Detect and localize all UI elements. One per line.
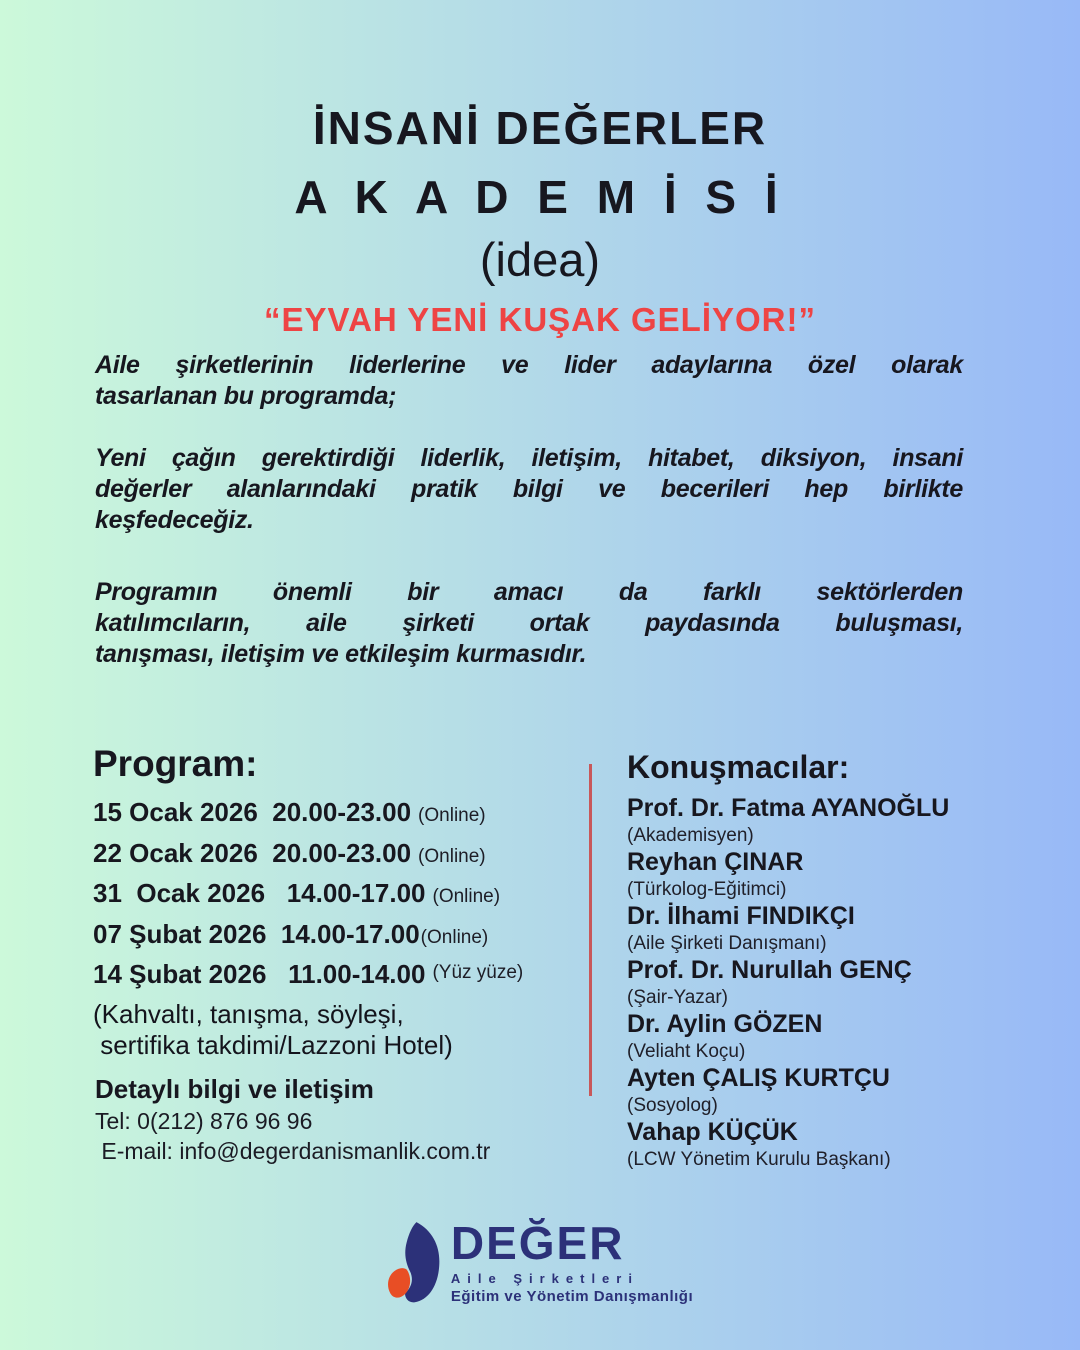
speaker-item (627, 956, 1027, 1010)
speaker-item (627, 902, 1027, 956)
poster-title-line1: İNSANİ DEĞERLER (312, 102, 768, 154)
speaker-role: (Akademisyen) (627, 825, 754, 846)
speaker-name: Prof. Dr. Fatma AYANOĞLU (627, 794, 950, 822)
paragraph-line: değerler alanlarındaki pratik bilgi ve becerileri hep birlikte (95, 475, 963, 503)
paragraph-line: Aile şirketlerinin liderlerine ve lider adaylarına özel olarak (95, 351, 963, 379)
logo-tagline-1: Aile Şirketleri (450, 1271, 639, 1286)
speaker-role: (Sosyolog) (627, 1095, 718, 1116)
program-row (93, 875, 573, 916)
logo-wordmark: DEĞER (450, 1217, 625, 1269)
deger-logo-mark-icon (387, 1222, 441, 1304)
paragraph-line: katılımcıların, aile şirketi ortak paydasında buluşması, (95, 609, 963, 637)
paragraph-line: tanışması, iletişim ve etkileşim kurmasıdır. (95, 640, 587, 668)
speaker-role: (Şair-Yazar) (627, 987, 728, 1008)
program-note-line: (Kahvaltı, tanışma, söyleşi, (93, 998, 404, 1029)
speakers-section (627, 746, 1027, 1172)
logo-text-block (450, 1217, 694, 1306)
speaker-item (627, 848, 1027, 902)
program-date-time: 14 Şubat 2026 11.00-14.00 (93, 959, 426, 989)
paragraph-line: tasarlanan bu programda; (95, 382, 397, 410)
deger-logo (0, 1217, 1080, 1306)
contact-section (95, 1072, 575, 1166)
program-mode: (Online) (432, 886, 501, 907)
poster-title-idea: (idea) (479, 233, 601, 286)
program-mode: (Online) (418, 845, 486, 867)
warning-headline: “EYVAH YENİ KUŞAK GELİYOR!” (263, 301, 817, 338)
contact-email: E-mail: info@degerdanismanlik.com.tr (95, 1138, 491, 1164)
poster-title-line2: A K A D E M İ S İ (294, 171, 786, 223)
speaker-name: Reyhan ÇINAR (627, 848, 804, 876)
intro-paragraph (95, 443, 963, 536)
speaker-item (627, 1010, 1027, 1064)
program-mode: (Online) (420, 926, 489, 948)
speaker-role: (Veliaht Koçu) (627, 1041, 746, 1062)
speaker-role: (LCW Yönetim Kurulu Başkanı) (627, 1149, 891, 1170)
speaker-role: (Türkolog-Eğitimci) (627, 879, 787, 900)
program-note (93, 999, 573, 1061)
speaker-name: Dr. İlhami FINDIKÇI (627, 902, 855, 930)
intro-paragraph (95, 350, 963, 412)
intro-paragraphs (95, 350, 963, 701)
program-row (93, 794, 573, 835)
speaker-item (627, 794, 1027, 848)
program-heading: Program: (93, 743, 258, 784)
program-mode: (Online) (418, 805, 486, 826)
speaker-name: Dr. Aylin GÖZEN (627, 1010, 823, 1038)
program-row (93, 835, 573, 876)
program-date-time: 22 Ocak 2026 20.00-23.00 (93, 837, 412, 868)
program-section (93, 742, 573, 1061)
speaker-name: Prof. Dr. Nurullah GENÇ (627, 956, 912, 984)
program-note-line: sertifika takdimi/Lazzoni Hotel) (93, 1029, 453, 1060)
contact-heading: Detaylı bilgi ve iletişim (95, 1074, 374, 1104)
intro-paragraph (95, 577, 963, 670)
program-mode: (Yüz yüze) (432, 962, 524, 983)
poster-header (0, 100, 1080, 344)
paragraph-line: keşfedeceğiz. (95, 506, 254, 534)
speaker-name: Ayten ÇALIŞ KURTÇU (627, 1064, 890, 1092)
speaker-item (627, 1118, 1027, 1172)
speakers-heading: Konuşmacılar: (627, 749, 850, 785)
speaker-name: Vahap KÜÇÜK (627, 1118, 798, 1146)
program-row (93, 956, 573, 997)
divider-line (589, 764, 592, 1096)
speaker-role: (Aile Şirketi Danışmanı) (627, 933, 827, 954)
program-date-time: 31 Ocak 2026 14.00-17.00 (93, 878, 426, 908)
paragraph-line: Yeni çağın gerektirdiği liderlik, iletişim, hitabet, diksiyon, insani (95, 444, 963, 472)
program-date-time: 07 Şubat 2026 14.00-17.00 (93, 918, 420, 949)
program-row (93, 916, 573, 957)
program-date-time: 15 Ocak 2026 20.00-23.00 (93, 797, 412, 827)
speaker-item (627, 1064, 1027, 1118)
paragraph-line: Programın önemli bir amacı da farklı sektörlerden (95, 578, 963, 606)
contact-phone: Tel: 0(212) 876 96 96 (95, 1108, 313, 1134)
logo-tagline-2: Eğitim ve Yönetim Danışmanlığı (450, 1288, 694, 1305)
